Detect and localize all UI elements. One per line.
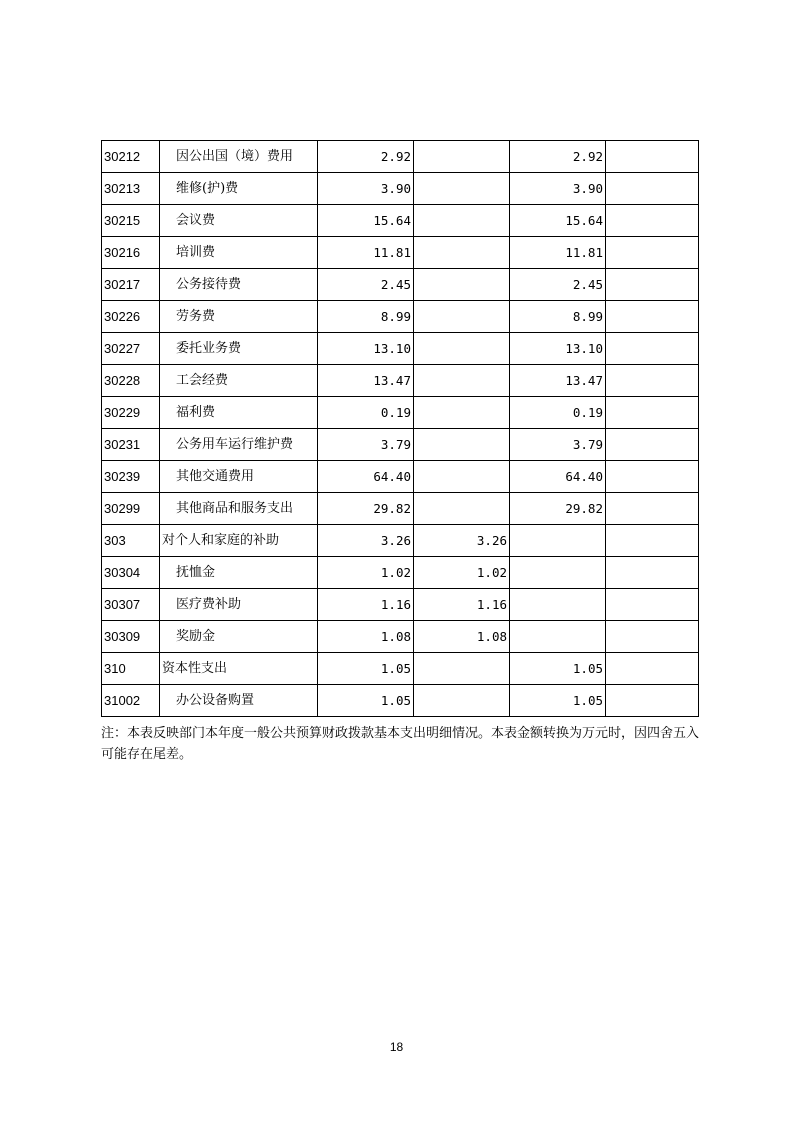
cell-extra (606, 461, 699, 493)
cell-personnel (414, 269, 510, 301)
cell-total: 13.10 (318, 333, 414, 365)
cell-personnel: 3.26 (414, 525, 510, 557)
cell-personnel (414, 461, 510, 493)
table-row (102, 269, 699, 301)
cell-personnel (414, 205, 510, 237)
cell-personnel (414, 301, 510, 333)
cell-public: 15.64 (510, 205, 606, 237)
cell-name: 委托业务费 (160, 333, 318, 365)
table-row (102, 621, 699, 653)
cell-name: 维修(护)费 (160, 173, 318, 205)
cell-total: 64.40 (318, 461, 414, 493)
cell-extra (606, 333, 699, 365)
table-row (102, 589, 699, 621)
cell-code: 30227 (102, 333, 160, 365)
cell-total: 0.19 (318, 397, 414, 429)
cell-extra (606, 525, 699, 557)
cell-total: 8.99 (318, 301, 414, 333)
cell-public: 11.81 (510, 237, 606, 269)
cell-code: 30307 (102, 589, 160, 621)
cell-personnel: 1.08 (414, 621, 510, 653)
cell-extra (606, 653, 699, 685)
table-body (102, 141, 699, 717)
cell-extra (606, 141, 699, 173)
cell-public: 1.05 (510, 685, 606, 717)
cell-personnel (414, 173, 510, 205)
cell-extra (606, 493, 699, 525)
cell-total: 1.05 (318, 685, 414, 717)
cell-name: 抚恤金 (160, 557, 318, 589)
table-row (102, 461, 699, 493)
cell-total: 3.26 (318, 525, 414, 557)
cell-code: 30231 (102, 429, 160, 461)
cell-code: 30213 (102, 173, 160, 205)
cell-extra (606, 685, 699, 717)
cell-public: 0.19 (510, 397, 606, 429)
table-row (102, 301, 699, 333)
cell-code: 30309 (102, 621, 160, 653)
cell-extra (606, 205, 699, 237)
cell-name: 奖励金 (160, 621, 318, 653)
cell-total: 11.81 (318, 237, 414, 269)
cell-code: 30216 (102, 237, 160, 269)
cell-code: 310 (102, 653, 160, 685)
cell-name: 资本性支出 (160, 653, 318, 685)
table-row (102, 237, 699, 269)
table-row (102, 685, 699, 717)
cell-extra (606, 621, 699, 653)
cell-public: 13.10 (510, 333, 606, 365)
budget-expenditure-table (101, 140, 699, 717)
cell-personnel (414, 397, 510, 429)
cell-public: 3.79 (510, 429, 606, 461)
cell-total: 29.82 (318, 493, 414, 525)
cell-public: 64.40 (510, 461, 606, 493)
cell-extra (606, 269, 699, 301)
cell-personnel (414, 653, 510, 685)
table-row (102, 525, 699, 557)
cell-total: 3.90 (318, 173, 414, 205)
cell-name: 因公出国（境）费用 (160, 141, 318, 173)
cell-code: 30215 (102, 205, 160, 237)
cell-code: 30229 (102, 397, 160, 429)
cell-public: 3.90 (510, 173, 606, 205)
cell-extra (606, 397, 699, 429)
cell-total: 2.45 (318, 269, 414, 301)
cell-total: 3.79 (318, 429, 414, 461)
cell-code: 30226 (102, 301, 160, 333)
cell-total: 1.08 (318, 621, 414, 653)
cell-code: 30299 (102, 493, 160, 525)
cell-name: 其他交通费用 (160, 461, 318, 493)
cell-public: 8.99 (510, 301, 606, 333)
cell-total: 1.16 (318, 589, 414, 621)
cell-personnel: 1.02 (414, 557, 510, 589)
cell-name: 会议费 (160, 205, 318, 237)
cell-public (510, 557, 606, 589)
table-row (102, 333, 699, 365)
table-row (102, 493, 699, 525)
cell-total: 15.64 (318, 205, 414, 237)
cell-total: 13.47 (318, 365, 414, 397)
cell-personnel (414, 685, 510, 717)
cell-total: 1.02 (318, 557, 414, 589)
cell-code: 30228 (102, 365, 160, 397)
cell-name: 培训费 (160, 237, 318, 269)
cell-code: 303 (102, 525, 160, 557)
cell-extra (606, 173, 699, 205)
cell-name: 其他商品和服务支出 (160, 493, 318, 525)
cell-code: 31002 (102, 685, 160, 717)
table-row (102, 365, 699, 397)
cell-public: 2.92 (510, 141, 606, 173)
cell-public: 13.47 (510, 365, 606, 397)
table-row (102, 141, 699, 173)
cell-extra (606, 237, 699, 269)
cell-code: 30304 (102, 557, 160, 589)
table-footnote: 注：本表反映部门本年度一般公共预算财政拨款基本支出明细情况。本表金额转换为万元时，因四舍五入可能存在尾差。 (101, 726, 700, 762)
cell-personnel: 1.16 (414, 589, 510, 621)
cell-name: 劳务费 (160, 301, 318, 333)
table-row (102, 653, 699, 685)
cell-personnel (414, 141, 510, 173)
cell-personnel (414, 237, 510, 269)
table-row (102, 429, 699, 461)
table-row (102, 557, 699, 589)
table-row (102, 173, 699, 205)
cell-name: 工会经费 (160, 365, 318, 397)
cell-personnel (414, 429, 510, 461)
cell-public: 2.45 (510, 269, 606, 301)
table-row (102, 205, 699, 237)
cell-extra (606, 301, 699, 333)
cell-extra (606, 429, 699, 461)
cell-code: 30217 (102, 269, 160, 301)
cell-name: 办公设备购置 (160, 685, 318, 717)
cell-extra (606, 365, 699, 397)
cell-name: 对个人和家庭的补助 (160, 525, 318, 557)
cell-public: 29.82 (510, 493, 606, 525)
cell-public (510, 589, 606, 621)
cell-name: 医疗费补助 (160, 589, 318, 621)
cell-extra (606, 557, 699, 589)
cell-public (510, 525, 606, 557)
table-row (102, 397, 699, 429)
cell-personnel (414, 333, 510, 365)
page-number: 18 (389, 1040, 404, 1054)
cell-public: 1.05 (510, 653, 606, 685)
cell-total: 1.05 (318, 653, 414, 685)
cell-personnel (414, 365, 510, 397)
cell-public (510, 621, 606, 653)
cell-name: 福利费 (160, 397, 318, 429)
cell-extra (606, 589, 699, 621)
cell-personnel (414, 493, 510, 525)
cell-code: 30239 (102, 461, 160, 493)
cell-total: 2.92 (318, 141, 414, 173)
cell-name: 公务用车运行维护费 (160, 429, 318, 461)
cell-name: 公务接待费 (160, 269, 318, 301)
cell-code: 30212 (102, 141, 160, 173)
